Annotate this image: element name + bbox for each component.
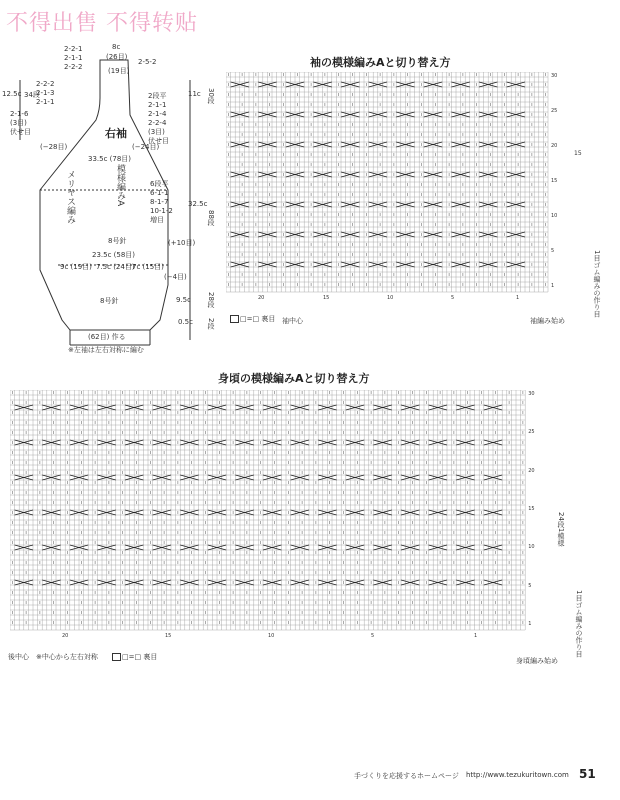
purl-symbol-icon-2 <box>112 653 121 661</box>
increase-note: 6段平 6-1-1 8-1-7 10-1-2 増目 <box>150 180 173 224</box>
left-shaping-2: 2-2-2 2-1-3 2-1-1 <box>36 80 55 106</box>
sleeve-side-label: 1目ゴム編みの作り目 <box>593 250 601 318</box>
sleeve-chart-row-number: 5 <box>551 248 555 254</box>
cuff-left: 9c (19目) <box>60 263 92 271</box>
symmetry-note: ※中心から左右対称 <box>36 653 98 661</box>
sleeve-chart-grid <box>226 72 566 302</box>
body-chart-row-number: 30 <box>528 391 535 397</box>
height-top: 12.5c <box>2 90 22 98</box>
sleeve-start-label: 袖編み始め <box>530 317 565 325</box>
sleeve-chart-col-number: 1 <box>516 295 520 301</box>
right-shaping: 2段平 2-1-1 2-1-4 2-2-4 (3目) 伏せ目 <box>148 92 169 145</box>
sleeve-chart-row-number: 30 <box>551 73 558 79</box>
rows-top-right: 30段 <box>207 88 215 104</box>
sleeve-chart-col-number: 15 <box>323 295 330 301</box>
purl-symbol-icon <box>230 315 239 323</box>
sleeve-row-15: 15 <box>574 150 582 157</box>
body-chart-row-number: 1 <box>528 621 532 627</box>
sleeve-chart-row-number: 1 <box>551 283 555 289</box>
body-chart-row-number: 5 <box>528 583 532 589</box>
sleeve-schematic <box>0 40 215 360</box>
body-chart-col-number: 20 <box>62 633 69 639</box>
sleeve-chart-col-number: 5 <box>451 295 455 301</box>
rows-top: 34段 <box>24 91 40 99</box>
mirror-note: ※左袖は左右対称に編む <box>68 346 144 354</box>
body-chart-cells <box>10 390 525 630</box>
body-side-label: 1目ゴム編みの作り目 <box>575 590 583 658</box>
body-chart-col-number: 5 <box>371 633 375 639</box>
body-chart-col-number: 15 <box>165 633 172 639</box>
cuff-rows: 28段 <box>207 292 215 308</box>
body-start-label: 身頃編み始め <box>516 657 558 665</box>
cast-on: (62目) 作る <box>88 333 126 341</box>
body-chart-col-number: 10 <box>268 633 275 639</box>
watermark: 不得出售 不得转贴 <box>6 11 198 36</box>
side-right: (−24目) <box>132 143 160 151</box>
width-lower: 23.5c (58目) <box>92 251 136 259</box>
cuff-edge: 0.5c <box>178 318 193 326</box>
cuff-needle: 8号針 <box>100 297 119 305</box>
body-chart-row-number: 15 <box>528 506 535 512</box>
body-chart-grid <box>10 390 548 640</box>
increase-total: (+10目) <box>168 239 196 247</box>
top-stitches: (26目) <box>106 53 128 61</box>
sleeve-center-label: 袖中心 <box>282 317 303 325</box>
height-mid: 32.5c <box>188 200 208 208</box>
sleeve-chart-row-number: 20 <box>551 143 558 149</box>
sleeve-chart-col-number: 20 <box>258 295 265 301</box>
decrease: (−4目) <box>164 273 187 281</box>
stockinette-label: メリヤス編み <box>65 170 75 224</box>
shoulder-rows: 2-5-2 <box>138 58 157 66</box>
body-repeat-label: 24段1模様 <box>557 512 565 547</box>
footer-tagline: 手づくりを応援するホームページ <box>354 772 459 780</box>
body-chart-row-number: 25 <box>528 429 535 435</box>
left-shaping-3: 2-1-6 (3目) 伏せ目 <box>10 110 31 136</box>
footer-url[interactable]: http://www.tezukuritown.com <box>466 771 569 779</box>
sleeve-chart-col-number: 10 <box>387 295 394 301</box>
sleeve-name: 右袖 <box>105 127 127 140</box>
cuff-edge-rows: 2段 <box>207 318 215 330</box>
width-upper: 33.5c (78目) <box>88 155 132 163</box>
body-chart-title: 身頃の模様編みAと切り替え方 <box>218 372 370 385</box>
cuff-mid: 7.5c (24目) <box>96 263 135 271</box>
needle-label: 8号針 <box>108 237 127 245</box>
top-width: 8c <box>112 43 121 51</box>
cuff-height: 9.5c <box>176 296 191 304</box>
sleeve-chart-row-number: 10 <box>551 213 558 219</box>
sleeve-outline <box>0 40 215 360</box>
height-top-right: 11c <box>188 90 201 98</box>
sleeve-legend: □=□ 裏目 <box>230 314 275 324</box>
body-chart-col-number: 1 <box>474 633 478 639</box>
pattern-label: 模様編みA <box>115 164 125 207</box>
left-shaping: 2-2-1 2-1-1 2-2-2 <box>64 45 83 71</box>
body-chart-row-number: 10 <box>528 544 535 550</box>
cuff-right: 7c (15目) <box>132 263 164 271</box>
page-number: 51 <box>579 767 596 781</box>
side-left: (−28目) <box>40 143 68 151</box>
top-rows: (19目) <box>108 67 130 75</box>
body-chart-row-number: 20 <box>528 468 535 474</box>
sleeve-chart-row-number: 15 <box>551 178 558 184</box>
rows-mid: 88段 <box>207 210 215 226</box>
sleeve-chart-cells <box>226 72 548 292</box>
sleeve-chart-row-number: 25 <box>551 108 558 114</box>
body-legend: □=□ 裏目 <box>112 652 157 662</box>
body-center-label: 後中心 <box>8 653 29 661</box>
sleeve-chart-title: 袖の模様編みAと切り替え方 <box>310 56 451 69</box>
